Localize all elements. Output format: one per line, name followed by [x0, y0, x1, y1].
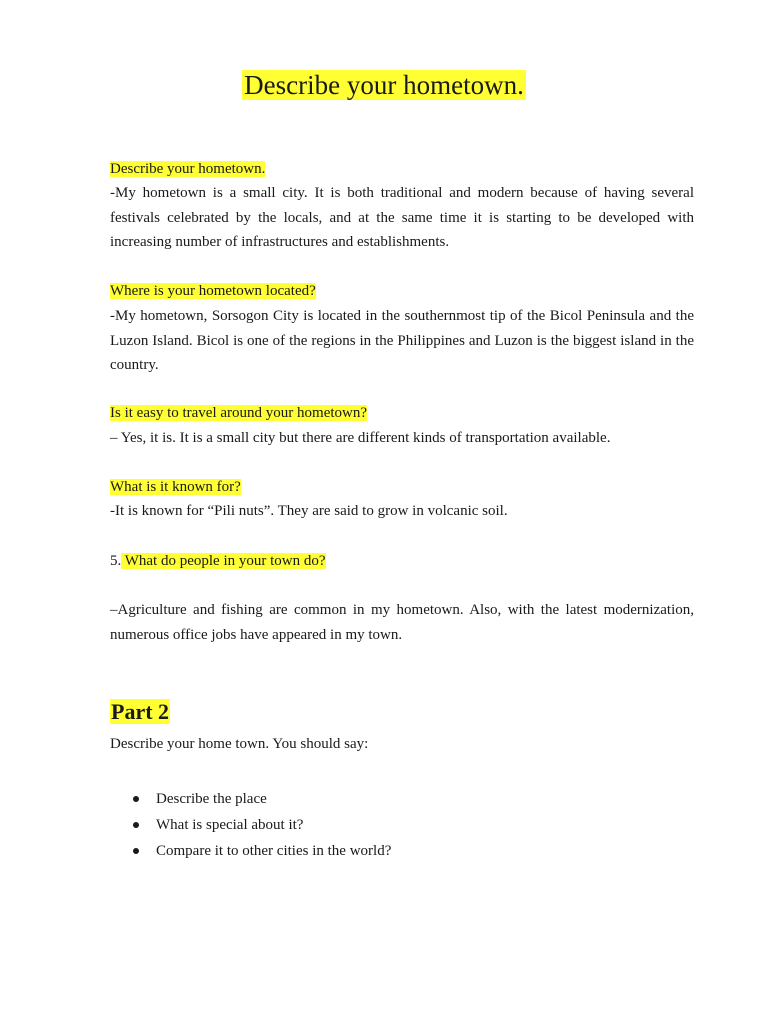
bullet-text: What is special about it?: [156, 817, 304, 833]
question-1: [110, 159, 265, 179]
question-2: [110, 281, 316, 301]
part2-intro: Describe your home town. You should say:: [110, 736, 369, 752]
bullet-item: [110, 813, 391, 839]
bullet-dot-icon: [133, 796, 139, 802]
question-2-text: Where is your hometown located?: [110, 283, 316, 299]
part2-heading-text: Part 2: [111, 699, 170, 724]
question-1-text: Describe your hometown.: [110, 161, 266, 177]
bullet-item: [110, 839, 391, 865]
bullet-text: Describe the place: [156, 791, 267, 807]
question-4-text: What is it known for?: [110, 479, 241, 495]
bullet-text: Compare it to other cities in the world?: [156, 843, 392, 859]
answer-2: -My hometown, Sorsogon City is located in the southernmost tip of the Bicol Peninsula and the Luzon Island. Bicol is one of the regions in the Philippines and Luzon is the biggest island in the country.: [110, 308, 694, 373]
answer-4: -It is known for “Pili nuts”. They are said to grow in volcanic soil.: [110, 503, 508, 519]
bullet-dot-icon: [133, 822, 139, 828]
question-5-number: 5.: [110, 553, 122, 569]
question-5-text: What do people in your town do?: [121, 553, 326, 569]
question-5: [110, 551, 326, 571]
answer-5: –Agriculture and fishing are common in my hometown. Also, with the latest modernization, numerous office jobs have appeared in my town.: [110, 602, 694, 643]
bullet-dot-icon: [133, 848, 139, 854]
answer-1: -My hometown is a small city. It is both traditional and modern because of having several festivals celebrated by the locals, and at the same time it is starting to be developed with increasing number of infrastructures and establishments.: [110, 185, 694, 250]
answer-3: – Yes, it is. It is a small city but there are different kinds of transportation available.: [110, 430, 611, 446]
question-3: [110, 403, 367, 423]
document-title-text: Describe your hometown.: [244, 70, 524, 100]
bullet-item: [110, 787, 391, 813]
part2-heading: [110, 697, 170, 727]
question-3-text: Is it easy to travel around your hometown?: [110, 405, 368, 421]
document-title: [0, 66, 768, 104]
part2-bullet-list: [110, 787, 391, 865]
question-4: [110, 477, 241, 497]
